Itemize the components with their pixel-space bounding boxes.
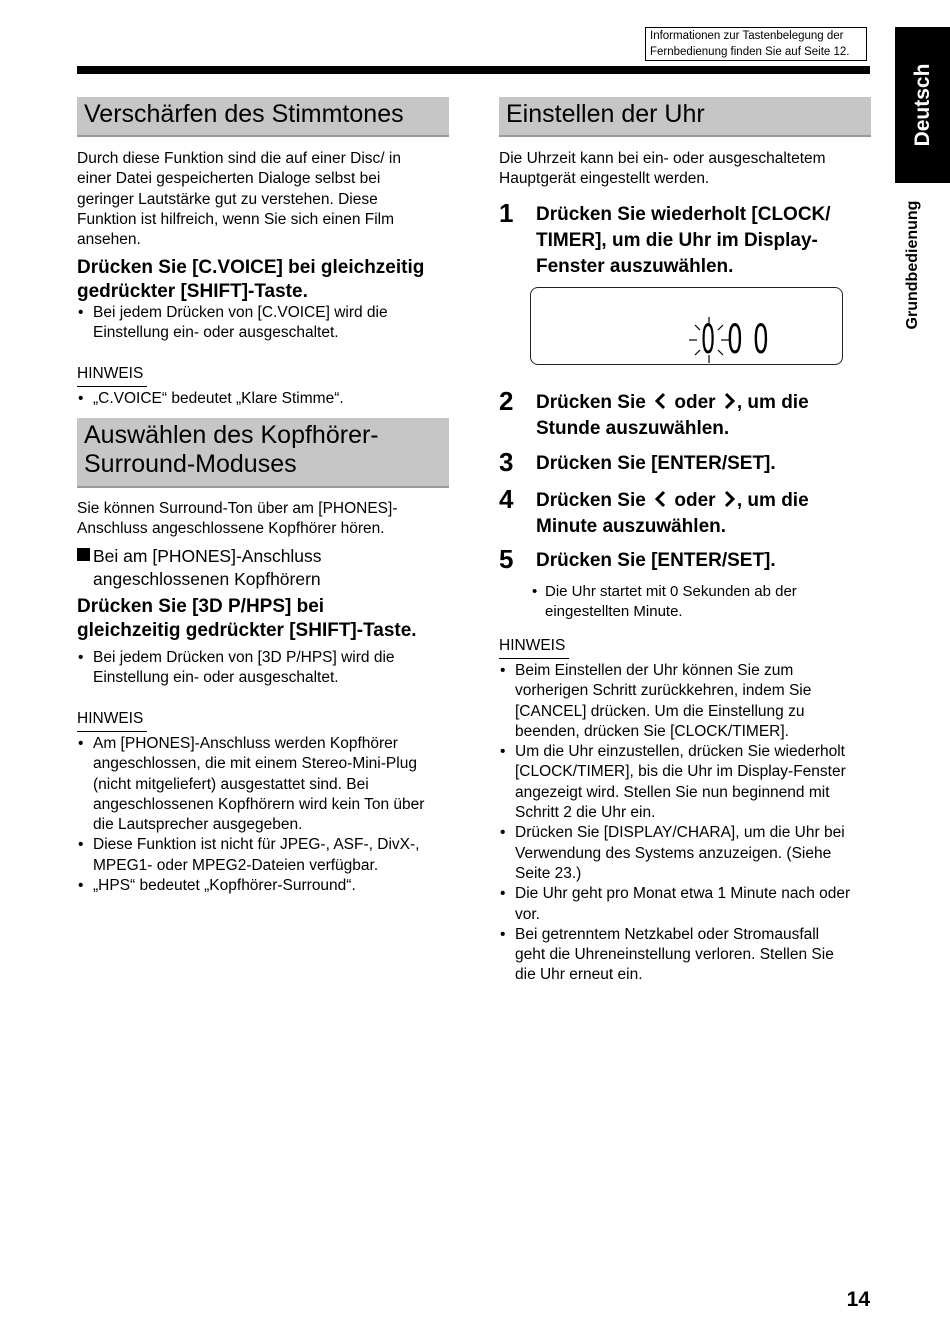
voice-instruction [77, 256, 457, 304]
text-line: Die Uhrzeit kann bei ein- oder ausgeschaltetem [499, 150, 826, 167]
language-tab-label: Deutsch [910, 63, 934, 147]
square-bullet-icon [77, 548, 90, 561]
clock-intro [499, 149, 879, 190]
text-line: Drücken Sie wiederholt [CLOCK/ [536, 204, 831, 225]
text-line: • Bei jedem Drücken von [3D P/HPS] wird die [93, 649, 395, 666]
text-line: gleichzeitig gedrückter [SHIFT]-Taste. [77, 620, 417, 641]
step-number: 2 [499, 386, 514, 416]
text-fragment: Drücken Sie [536, 490, 646, 511]
text-line: (nicht mitgeliefert) ausgestattet sind. Bei [93, 775, 369, 793]
language-tab [895, 27, 950, 183]
list-item [531, 582, 861, 623]
step-number: 5 [499, 544, 514, 574]
text-line: [CLOCK/TIMER], bis die Uhr im Display-Fenster [515, 763, 846, 781]
step-text [536, 488, 866, 540]
section-title: Surround-Moduses [84, 450, 297, 478]
surround-bullets [77, 648, 457, 689]
surround-subsection [77, 545, 457, 591]
display-digit: 0 [727, 317, 743, 363]
text-line: Hauptgerät eingestellt werden. [499, 170, 710, 188]
list-item [499, 925, 879, 986]
step-text [536, 451, 866, 477]
text-line: Drücken Sie [ENTER/SET]. [536, 550, 776, 571]
note-label: HINWEIS [499, 636, 569, 659]
list-item [77, 303, 457, 344]
step-text [536, 202, 866, 280]
text-line: Verwendung des Systems anzuzeigen. (Siehe [515, 844, 832, 862]
step5-bullets [531, 582, 861, 623]
text-line: MPEG1- oder MPEG2-Dateien verfügbar. [93, 856, 379, 874]
list-item [499, 884, 879, 925]
text-line: angeschlossenen Kopfhörern [93, 569, 321, 589]
step-number: 1 [499, 198, 514, 228]
text-line: • Um die Uhr einzustellen, drücken Sie wiederholt [515, 743, 845, 761]
display-digit: 0 [701, 317, 716, 363]
reference-line: Fernbedienung finden Sie auf Seite 12. [650, 46, 850, 58]
display-window [530, 287, 843, 365]
text-line: • Beim Einstellen der Uhr können Sie zum [515, 662, 794, 679]
text-line: Stunde auszuwählen. [536, 418, 730, 439]
list-item [77, 734, 457, 835]
text-line: • Die Uhr startet mit 0 Sekunden ab der [545, 583, 797, 600]
chevron-right-icon [723, 392, 737, 410]
list-item [499, 661, 879, 742]
surround-instruction [77, 595, 457, 643]
section-tab [895, 190, 930, 340]
text-line: Funktion ist hilfreich, wenn Sie sich einen Film [77, 210, 395, 228]
page-reference-note [645, 27, 867, 61]
chevron-left-icon [653, 392, 667, 410]
voice-bullets [77, 303, 457, 344]
step-text [536, 390, 866, 442]
section-title: Auswählen des Kopfhörer- [84, 421, 379, 449]
text-line: Schritt 2 die Uhr ein. [515, 804, 656, 822]
reference-line: Informationen zur Tastenbelegung der [650, 30, 844, 42]
text-line: Anschluss angeschlossene Kopfhörer hören. [77, 520, 385, 538]
text-line: geringer Lautstärke gut zu verstehen. Diese [77, 190, 378, 208]
text-line: • Am [PHONES]-Anschluss werden Kopfhörer [93, 735, 398, 752]
list-item [499, 823, 879, 884]
text-line: eingestellten Minute. [545, 603, 683, 621]
chevron-right-icon [723, 490, 737, 508]
text-line: Durch diese Funktion sind die auf einer Disc/ in [77, 150, 401, 167]
step-number: 3 [499, 447, 514, 477]
step-number: 4 [499, 484, 514, 514]
text-fragment: oder [674, 392, 716, 413]
text-line: • Diese Funktion ist nicht für JPEG-, ASF-, DivX-, [93, 836, 420, 854]
page-number: 14 [846, 1288, 870, 1311]
text-line: • Bei jedem Drücken von [C.VOICE] wird die [93, 304, 388, 321]
section-heading-clock [499, 97, 871, 137]
clock-note-label-wrap [499, 636, 569, 659]
voice-intro [77, 149, 457, 250]
text-fragment: oder [674, 490, 716, 511]
text-line: Drücken Sie [3D P/HPS] bei [77, 596, 325, 617]
text-line: geht die Uhreneinstellung verloren. Stellen Sie [515, 946, 834, 964]
list-item [77, 648, 457, 689]
voice-note-label-wrap [77, 364, 147, 387]
list-item [499, 742, 879, 823]
step-text [536, 548, 866, 574]
display-digits-svg [530, 287, 843, 365]
text-line: vorherigen Schritt zurückkehren, indem Sie [515, 682, 812, 700]
text-fragment: Drücken Sie [536, 392, 646, 413]
text-line: angezeigt wird. Stellen Sie nun beginnend mit [515, 783, 830, 801]
text-line: beenden, drücken Sie [CLOCK/TIMER]. [515, 722, 789, 740]
text-fragment: , um die [736, 392, 809, 413]
section-tab-label: Grundbedienung [903, 200, 921, 330]
text-line: vor. [515, 905, 540, 923]
text-line: Seite 23.) [515, 864, 582, 882]
text-line: TIMER], um die Uhr im Display- [536, 230, 818, 251]
text-line: einer Datei gespeicherten Dialoge selbst bei [77, 170, 381, 188]
section-heading-voice [77, 97, 449, 137]
text-line: Bei am [PHONES]-Anschluss [93, 546, 322, 566]
list-item [77, 389, 457, 409]
header-rule [77, 66, 870, 74]
surround-intro [77, 499, 457, 540]
section-title: Verschärfen des Stimmtones [84, 100, 404, 128]
text-line: • „HPS“ bedeutet „Kopfhörer-Surround“. [93, 877, 356, 895]
text-line: Einstellung ein- oder ausgeschaltet. [93, 669, 339, 687]
text-line: • Bei getrenntem Netzkabel oder Stromausfall [515, 925, 820, 943]
text-line: angeschlossenen Kopfhörern wird kein Ton über [93, 795, 425, 813]
clock-notes [499, 661, 879, 986]
voice-notes [77, 389, 457, 409]
text-line: gedrückter [SHIFT]-Taste. [77, 281, 308, 302]
surround-notes [77, 734, 457, 896]
text-line: • Die Uhr geht pro Monat etwa 1 Minute nach oder [515, 885, 851, 903]
text-line: die Uhr erneut ein. [515, 966, 643, 984]
text-line: • Drücken Sie [DISPLAY/CHARA], um die Uhr bei [515, 824, 845, 842]
section-heading-surround [77, 418, 449, 488]
text-line: Fenster auszuwählen. [536, 256, 734, 277]
note-label: HINWEIS [77, 364, 147, 387]
list-item [77, 835, 457, 876]
surround-note-label-wrap [77, 709, 147, 732]
text-fragment: , um die [736, 490, 809, 511]
text-line: Drücken Sie [C.VOICE] bei gleichzeitig [77, 257, 425, 278]
chevron-left-icon [653, 490, 667, 508]
text-line: ansehen. [77, 231, 141, 249]
text-line: „C.VOICE“ bedeutet „Klare Stimme“. [93, 390, 344, 407]
text-line: [CANCEL] drücken. Um die Einstellung zu [515, 702, 805, 720]
text-line: Sie können Surround-Ton über am [PHONES]- [77, 500, 398, 517]
text-line: Einstellung ein- oder ausgeschaltet. [93, 324, 339, 342]
text-line: die Lautsprecher ausgegeben. [93, 816, 303, 834]
text-line: Drücken Sie [ENTER/SET]. [536, 453, 776, 474]
list-item [77, 876, 457, 896]
display-digit: 0 [753, 317, 769, 363]
text-line: Minute auszuwählen. [536, 516, 727, 537]
section-title: Einstellen der Uhr [506, 100, 705, 128]
text-line: angeschlossen, die mit einem Stereo-Mini-Plug [93, 755, 417, 773]
note-label: HINWEIS [77, 709, 147, 732]
